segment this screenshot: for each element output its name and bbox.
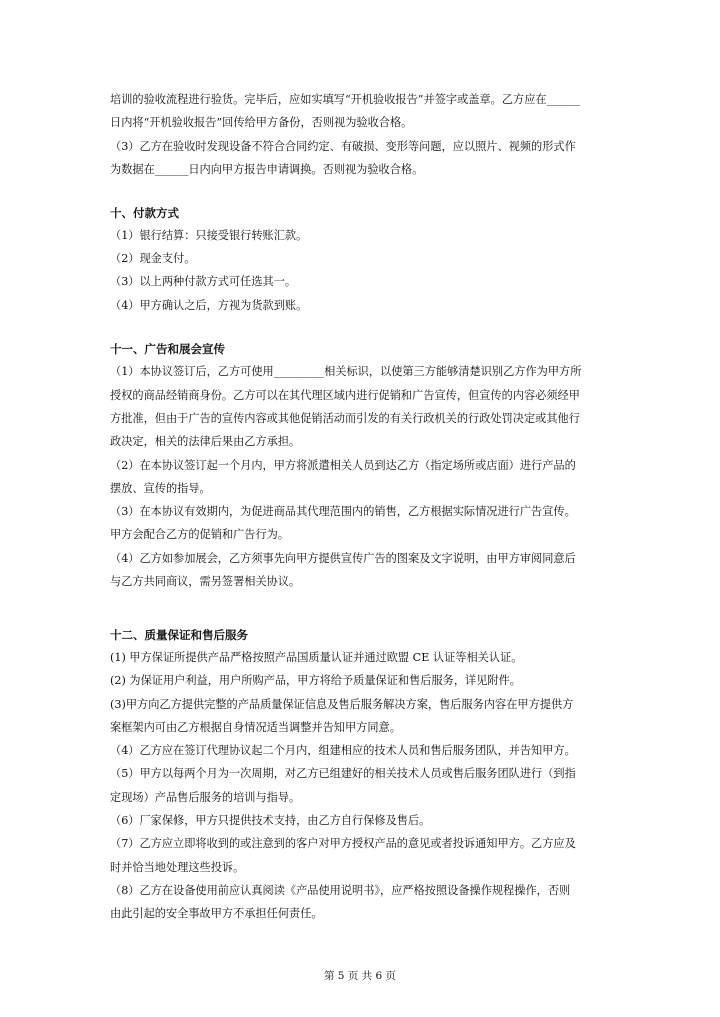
paragraph-line: 为数据在______日内向甲方报告申请调换。否则视为验收合格。 (110, 163, 424, 176)
paragraph-line: 定现场）产品售后服务的培训与指导。 (110, 791, 301, 804)
paragraph-line: （5）甲方以每两个月为一次周期，对乙方已组建好的相关技术人员或售后服务团队进行（到指 (110, 767, 576, 780)
section-heading: 十一、广告和展会宣传 (110, 342, 225, 356)
paragraph-line: （3）乙方在验收时发现设备不符合合同约定、有破损、变形等问题，应以照片、视频的形式作 (110, 140, 576, 153)
paragraph-line: （6）厂家保修，甲方只提供技术支持，由乙方自行保修及售后。 (110, 814, 431, 827)
paragraph-line: 由此引起的安全事故甲方不承担任何责任。 (110, 907, 323, 920)
paragraph-line: (3)甲方向乙方提供完整的产品质量保证信息及售后服务解决方案，售后服务内容在甲方提供方 (110, 698, 574, 711)
paragraph-line: （8）乙方在设备使用前应认真阅读《产品使用说明书》，应严格按照设备操作规程操作，否则 (110, 884, 571, 897)
paragraph-line: 摆放、宣传的指导。 (110, 482, 211, 495)
paragraph-line: 案框架内可由乙方根据自身情况适当调整并告知甲方同意。 (110, 721, 401, 734)
paragraph-line: （4）甲方确认之后，方视为货款到账。 (110, 299, 308, 312)
paragraph-line: （3）以上两种付款方式可任选其一。 (110, 275, 297, 288)
paragraph-line: 授权的商品经销商身份。乙方可以在其代理区域内进行促销和广告宣传，但宣传的内容必须经甲 (110, 389, 580, 402)
paragraph-line: （2）现金支付。 (110, 252, 196, 265)
paragraph-line: （2）在本协议签订起一个月内，甲方将派遣相关人员到达乙方（指定场所或店面）进行产品的 (110, 459, 576, 472)
paragraph-line: （1）本协议签订后，乙方可使用_________相关标识，以使第三方能够清楚识别乙方作为甲方所 (110, 365, 582, 378)
paragraph-line: 方批准，但由于广告的宣传内容或其他促销活动而引发的有关行政机关的行政处罚决定或其他行 (110, 412, 580, 425)
paragraph-line: （4）乙方应在签订代理协议起二个月内，组建相应的技术人员和售后服务团队，并告知甲方。 (110, 744, 576, 757)
paragraph-line: （7）乙方应立即将收到的或注意到的客户对甲方授权产品的意见或者投诉通知甲方。乙方应及 (110, 837, 576, 850)
section-heading: 十、付款方式 (110, 206, 179, 220)
paragraph-line: 与乙方共同商议，需另签署相关协议。 (110, 575, 301, 588)
paragraph-line: （3）在本协议有效期内，为促进商品其代理范围内的销售，乙方根据实际情况进行广告宣传。 (110, 505, 576, 518)
paragraph-line: 甲方会配合乙方的促销和广告行为。 (110, 528, 290, 541)
paragraph-line: (1) 甲方保证所提供产品严格按照产品国质量认证并通过欧盟 CE 认证等相关认证。 (110, 651, 523, 664)
paragraph-line: 政决定，相关的法律后果由乙方承担。 (110, 435, 301, 448)
page-number: 第 5 页 共 6 页 (323, 970, 397, 982)
section-heading: 十二、质量保证和售后服务 (110, 628, 248, 642)
paragraph-line: 时并恰当地处理这些投诉。 (110, 861, 245, 874)
paragraph-line: 培训的验收流程进行验货。完毕后，应如实填写“开机验收报告”并签字或盖章。乙方应在______ (110, 93, 581, 106)
paragraph-line: 日内将“开机验收报告”回传给甲方备份，否则视为验收合格。 (110, 116, 413, 129)
paragraph-line: （1）银行结算：只接受银行转账汇款。 (110, 229, 308, 242)
paragraph-line: (2) 为保证用户利益，用户所购产品，甲方将给予质量保证和售后服务，详见附件。 (110, 674, 521, 687)
paragraph-line: （4）乙方如参加展会，乙方须事先向甲方提供宣传广告的图案及文字说明，由甲方审阅同意后 (110, 552, 576, 565)
